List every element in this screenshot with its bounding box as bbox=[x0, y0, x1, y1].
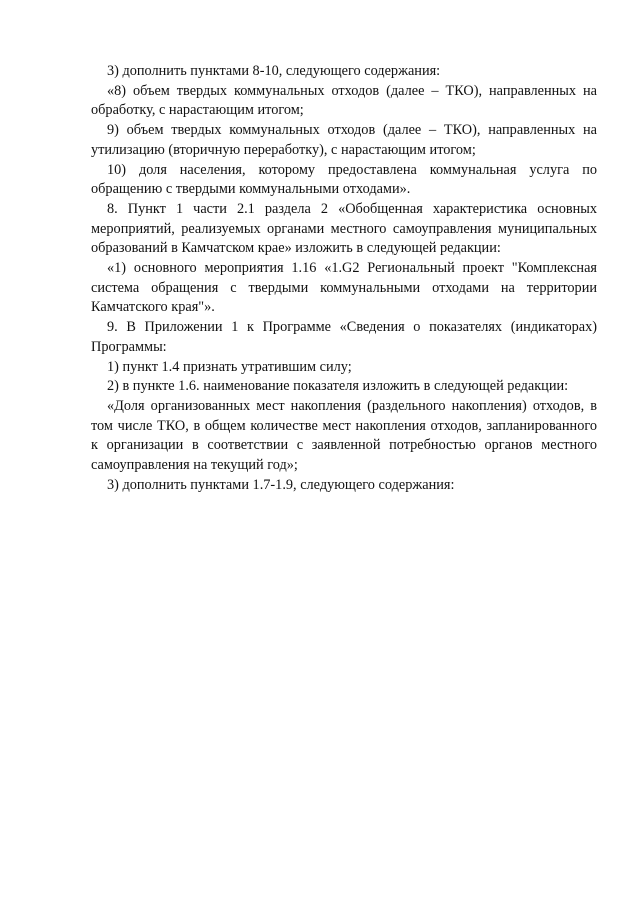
paragraph-3: 9) объем твердых коммунальных отходов (далее – ТКО), направленных на утилизацию (вторичную переработку), с нарастающим итогом; bbox=[91, 122, 597, 158]
paragraph-10: «Доля организованных мест накопления (раздельного накопления) отходов, в том числе ТКО, в общем количестве мест накопления отходов, запланированного к организации в соответствии с заявленной потребностью органов местного самоуправления на текущий год»; bbox=[91, 397, 597, 474]
paragraph-4: 10) доля населения, которому предоставлена коммунальная услуга по обращению с твердыми коммунальными отходами». bbox=[91, 161, 597, 198]
paragraph-8: 1) пункт 1.4 признать утратившим силу; bbox=[107, 358, 352, 375]
paragraph-7: 9. В Приложении 1 к Программе «Сведения о показателях (индикаторах) Программы: bbox=[91, 319, 597, 355]
document-body bbox=[91, 62, 597, 495]
paragraph-5: 8. Пункт 1 части 2.1 раздела 2 «Обобщенная характеристика основных мероприятий, реализуемых органами местного самоуправления муниципальных образований в Камчатском крае» изложить в следующей редакции: bbox=[91, 200, 597, 257]
paragraph-6: «1) основного мероприятия 1.16 «1.G2 Региональный проект "Комплексная система обращения с твердыми коммунальными отходами на территории Камчатского края"». bbox=[91, 260, 597, 316]
paragraph-11: 3) дополнить пунктами 1.7-1.9, следующего содержания: bbox=[107, 476, 455, 493]
paragraph-2: «8) объем твердых коммунальных отходов (далее – ТКО), направленных на обработку, с нарастающим итогом; bbox=[91, 82, 597, 119]
paragraph-1: 3) дополнить пунктами 8-10, следующего содержания: bbox=[107, 63, 441, 79]
paragraph-9: 2) в пункте 1.6. наименование показателя изложить в следующей редакции: bbox=[107, 378, 569, 395]
